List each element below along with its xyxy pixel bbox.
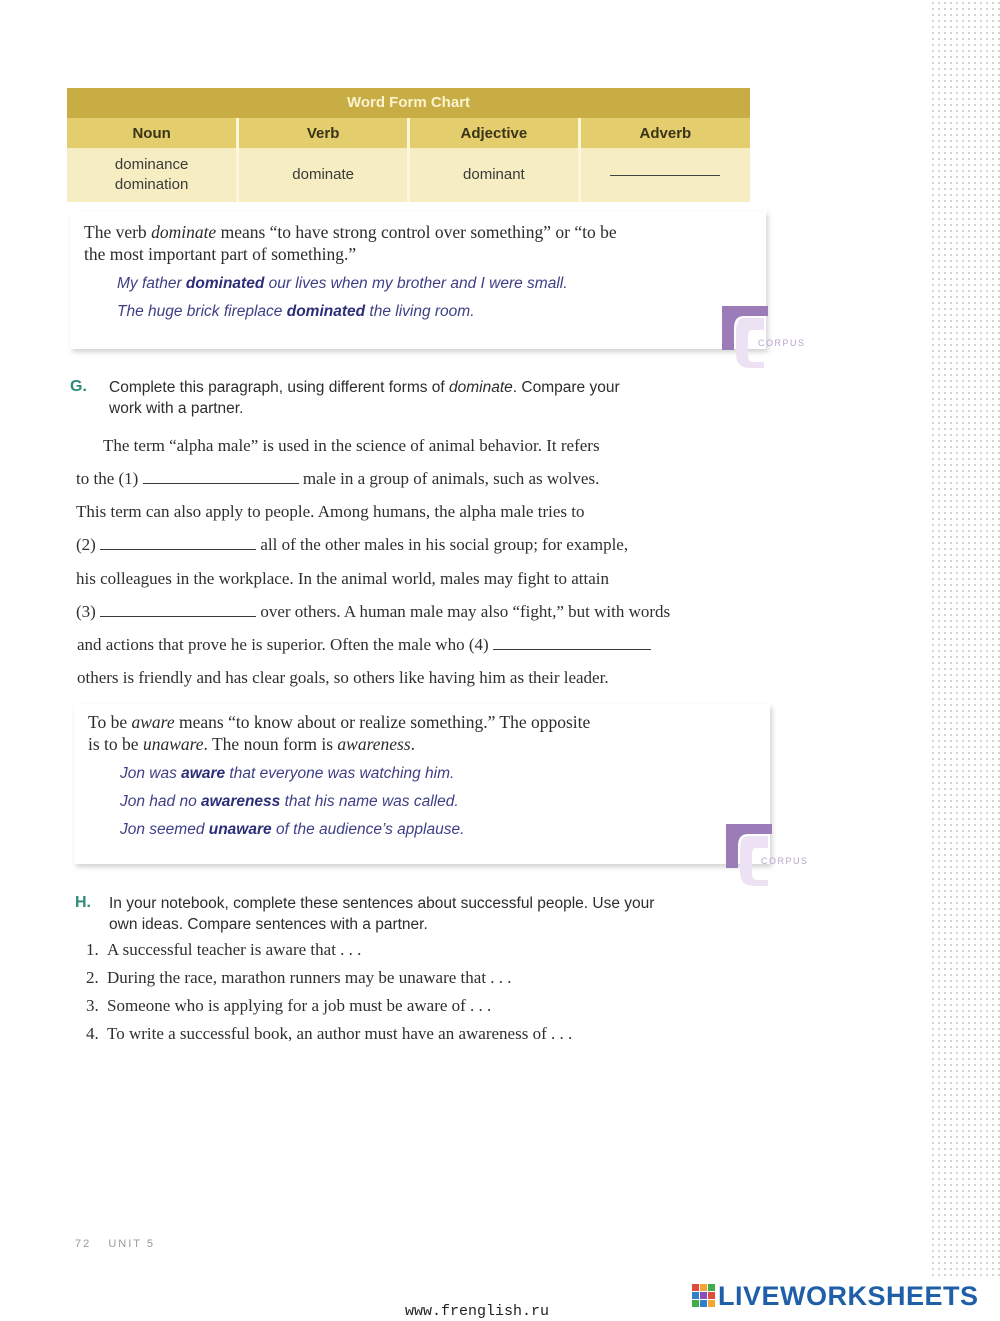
header-adjective: Adjective — [409, 118, 580, 148]
item-text: To write a successful book, an author must have an awareness of . . . — [107, 1024, 573, 1043]
example-text: Jon was — [120, 765, 182, 782]
corpus-logo-icon — [726, 824, 772, 886]
paragraph-text: and actions that prove he is superior. Often the male who (4) — [77, 635, 493, 654]
page-number: 72 — [75, 1238, 92, 1250]
def-text-2: means “to have strong control over something” or “to be — [216, 222, 617, 242]
brand-name: LIVEWORKSHEETS — [718, 1280, 979, 1311]
instruction-italic: dominate — [449, 379, 513, 396]
paragraph-line-1: The term “alpha male” is used in the science of animal behavior. It refers — [103, 436, 600, 455]
paragraph-text: (2) — [76, 535, 101, 554]
example-text: My father — [117, 275, 186, 292]
exercise-h-instructions — [75, 893, 775, 935]
paragraph-line-6 — [76, 602, 670, 622]
header-adverb: Adverb — [579, 118, 750, 148]
liveworksheets-logo[interactable] — [692, 1281, 979, 1311]
example-sentence — [117, 303, 475, 321]
paragraph-line-8: others is friendly and has clear goals, so others like having him as their leader. — [77, 668, 609, 687]
example-text: our lives when my brother and I were small. — [264, 275, 568, 292]
example-text: that his name was called. — [280, 793, 459, 810]
example-keyword: dominated — [185, 275, 265, 292]
exercise-g-instructions — [70, 377, 760, 419]
exercise-h-line2: own ideas. Compare sentences with a partner. — [109, 916, 428, 933]
def-text: . The noun form is — [203, 734, 338, 754]
example-text: that everyone was watching him. — [225, 765, 455, 782]
paragraph-line-4 — [76, 535, 628, 555]
def-text-1: The verb — [84, 222, 152, 242]
blank-1[interactable] — [143, 469, 299, 484]
definition-aware — [88, 711, 590, 733]
paragraph-text: (3) — [76, 602, 101, 621]
definition-aware-line-2 — [88, 733, 415, 755]
example-sentence — [120, 765, 454, 783]
corpus-box-dominate — [70, 211, 766, 349]
paragraph-text: over others. A human male may also “fight,” but with words — [256, 602, 671, 621]
header-noun: Noun — [67, 118, 238, 148]
example-keyword: dominated — [286, 303, 366, 320]
example-text: Jon seemed — [120, 821, 209, 838]
word-form-chart — [67, 88, 750, 202]
exercise-g-line2: work with a partner. — [109, 400, 244, 417]
item-number: 4. — [86, 1024, 99, 1043]
example-sentence — [117, 275, 568, 293]
definition-dominate — [84, 221, 617, 243]
def-word-aware: aware — [131, 712, 175, 732]
def-text: is to be — [88, 734, 143, 754]
example-keyword: unaware — [208, 821, 272, 838]
exercise-h-line1: In your notebook, complete these sentences about successful people. Use your — [109, 895, 655, 912]
instruction-text: . Compare your — [512, 379, 620, 396]
blank-4[interactable] — [493, 635, 651, 650]
liveworksheets-grid-icon — [692, 1284, 716, 1308]
exercise-g-line1 — [70, 377, 760, 398]
example-text: of the audience’s applause. — [271, 821, 465, 838]
corpus-label: CORPUS — [761, 856, 809, 866]
item-text: A successful teacher is aware that . . . — [107, 940, 362, 959]
website-url[interactable]: www.frenglish.ru — [405, 1303, 550, 1320]
list-item — [86, 940, 361, 960]
item-text: During the race, marathon runners may be unaware that . . . — [107, 968, 512, 987]
def-word-awareness: awareness — [337, 734, 411, 754]
example-text: The huge brick fireplace — [117, 303, 287, 320]
example-sentence — [120, 821, 464, 839]
item-number: 3. — [86, 996, 99, 1015]
item-number: 1. — [86, 940, 99, 959]
noun-dominance: dominance — [114, 156, 189, 173]
example-text: the living room. — [365, 303, 475, 320]
instruction-text: Complete this paragraph, using different forms of — [109, 379, 450, 396]
def-word-dominate: dominate — [151, 222, 217, 242]
example-text: Jon had no — [120, 793, 202, 810]
item-text: Someone who is applying for a job must be aware of . . . — [107, 996, 492, 1015]
paragraph-text: all of the other males in his social group; for example, — [256, 535, 629, 554]
corpus-logo-icon — [722, 306, 768, 368]
exercise-g-letter: G. — [70, 378, 87, 395]
definition-line-2: the most important part of something.” — [84, 244, 357, 264]
item-number: 2. — [86, 968, 99, 987]
corpus-label: CORPUS — [758, 338, 806, 348]
paragraph-line-5: his colleagues in the workplace. In the animal world, males may fight to attain — [76, 569, 609, 588]
blank-3[interactable] — [100, 602, 256, 617]
cell-adverb[interactable] — [579, 148, 750, 202]
paragraph-text: to the (1) — [76, 469, 143, 488]
page-footer — [75, 1238, 155, 1250]
noun-domination: domination — [114, 176, 189, 193]
def-text: To be — [88, 712, 132, 732]
def-text: means “to know about or realize something.” The opposite — [174, 712, 591, 732]
list-item — [86, 996, 491, 1016]
dotted-margin — [930, 0, 1000, 1280]
adverb-blank[interactable] — [610, 174, 720, 176]
example-sentence — [120, 793, 459, 811]
paragraph-line-3: This term can also apply to people. Among humans, the alpha male tries to — [76, 502, 585, 521]
paragraph-line-2 — [76, 469, 599, 489]
paragraph-line-7 — [77, 635, 651, 655]
chart-title: Word Form Chart — [67, 88, 750, 118]
example-keyword: aware — [181, 765, 226, 782]
list-item — [86, 968, 512, 988]
def-text: . — [410, 734, 416, 754]
paragraph-text: male in a group of animals, such as wolves. — [298, 469, 600, 488]
cell-verb: dominate — [238, 148, 409, 202]
blank-2[interactable] — [100, 535, 256, 550]
def-word-unaware: unaware — [142, 734, 204, 754]
unit-label: UNIT 5 — [108, 1238, 155, 1250]
cell-adjective: dominant — [409, 148, 580, 202]
chart-table — [67, 118, 750, 202]
list-item — [86, 1024, 572, 1044]
example-keyword: awareness — [201, 793, 281, 810]
exercise-h-letter: H. — [75, 894, 91, 911]
cell-noun — [67, 148, 238, 202]
header-verb: Verb — [238, 118, 409, 148]
corpus-box-aware — [74, 704, 770, 864]
